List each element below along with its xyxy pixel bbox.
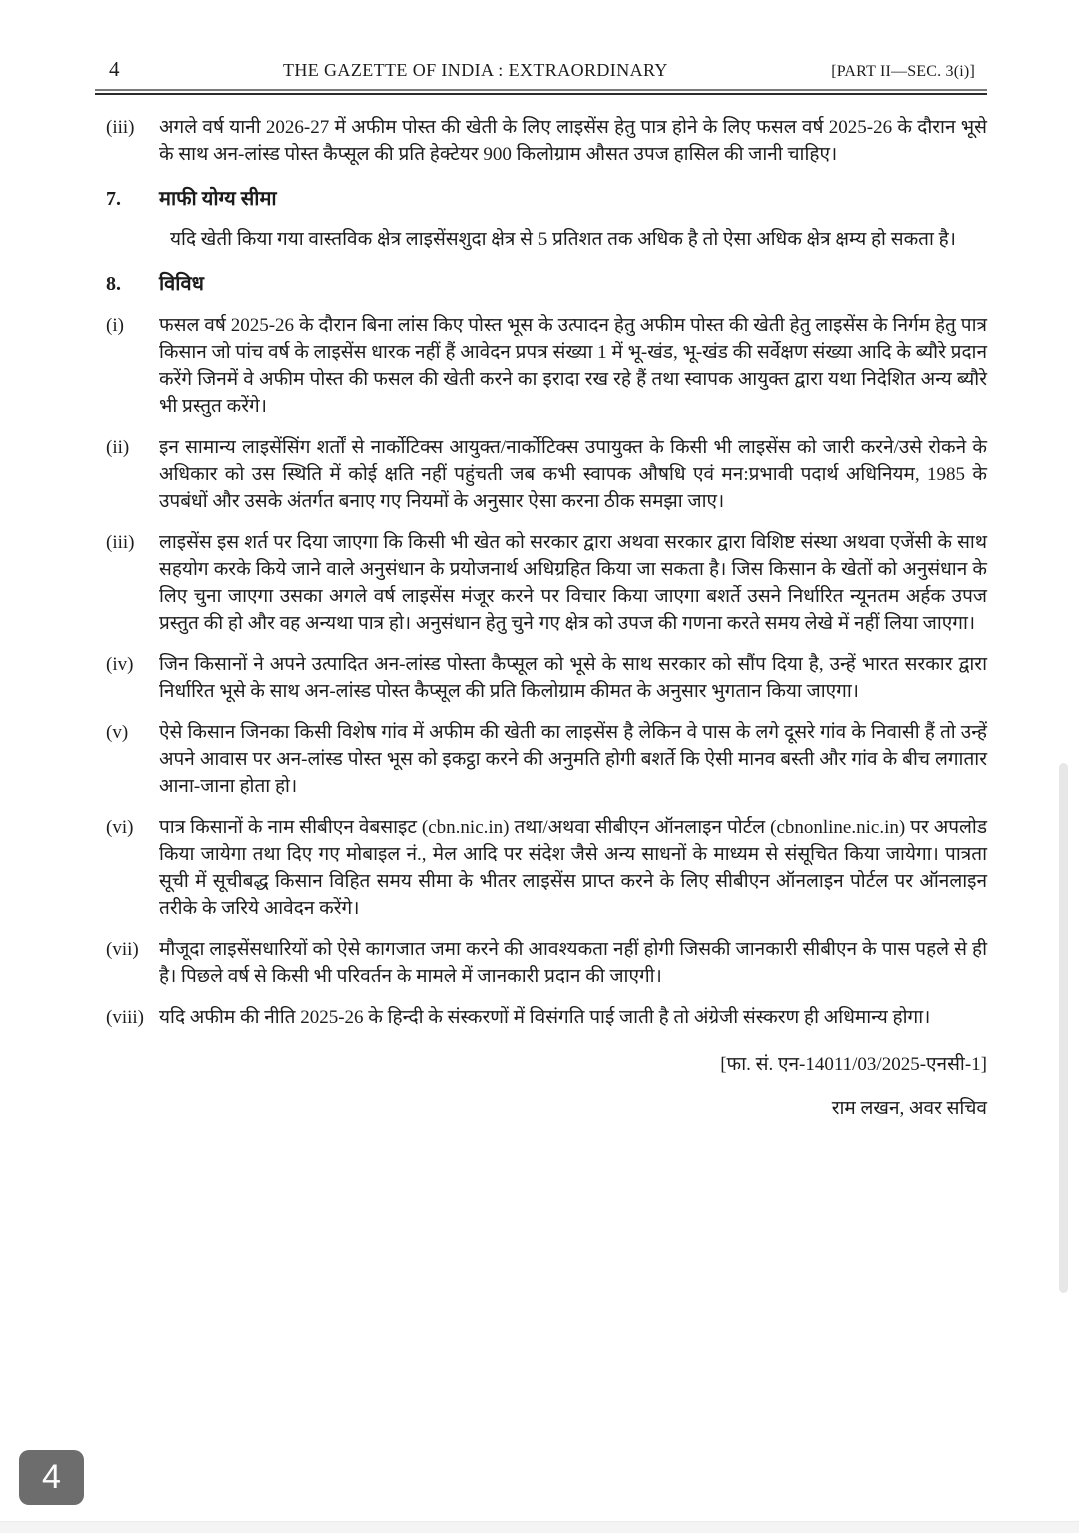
list-item-ii xyxy=(95,434,987,515)
list-item-vi xyxy=(95,814,987,922)
list-item-vii xyxy=(95,936,987,990)
document-body xyxy=(95,114,987,1122)
list-item-v xyxy=(95,719,987,800)
item-text: यदि अफीम की नीति 2025-26 के हिन्दी के संस्करणों में विसंगति पाई जाती है तो अंग्रेजी संस्करण ही अधिमान्य होगा। xyxy=(159,1007,931,1028)
section-title: माफी योग्य सीमा xyxy=(159,188,277,210)
section-7-heading xyxy=(95,186,987,213)
item-text: अगले वर्ष यानी 2026-27 में अफीम पोस्त की खेती के लिए लाइसेंस हेतु पात्र होने के लिए फसल वर्ष 2025-26 के दौरान भूसे के साथ अन-लांस्ड पोस्त कैप्सूल की प्रति हेक्टेयर 900 किलोग्राम औसत उपज हासिल की जानी चाहिए। xyxy=(159,117,987,165)
page-gap-divider xyxy=(0,1521,1079,1533)
list-item-intro-iii xyxy=(95,114,987,168)
item-label: (vi) xyxy=(106,817,134,838)
section-7-paragraph: यदि खेती किया गया वास्तविक क्षेत्र लाइसेंसशुदा क्षेत्र से 5 प्रतिशत तक अधिक है तो ऐसा अधिक क्षेत्र क्षम्य हो सकता है। xyxy=(170,229,956,250)
item-text: पात्र किसानों के नाम सीबीएन वेबसाइट (cbn.nic.in) तथा/अथवा सीबीएन ऑनलाइन पोर्टल (cbnonline.nic.in) पर अपलोड किया जायेगा तथा दिए गए मोबाइल नं., मेल आदि पर संदेश जैसे अन्य साधनों के माध्यम से संसूचित किया जायेगा। पात्रता सूची में सूचीबद्ध किसान विहित समय सीमा के भीतर लाइसेंस प्राप्त करने के लिए सीबीएन ऑनलाइन पोर्टल पर ऑनलाइन तरीके के जरिये आवेदन करेंगे। xyxy=(159,817,987,919)
header-title: THE GAZETTE OF INDIA : EXTRAORDINARY xyxy=(282,60,668,80)
item-label: (iv) xyxy=(106,654,134,675)
item-label: (viii) xyxy=(106,1007,144,1028)
header-double-rule xyxy=(95,89,987,95)
item-text: मौजूदा लाइसेंसधारियों को ऐसे कागजात जमा करने की आवश्यकता नहीं होगी जिसकी जानकारी सीबीएन के पास पहले से ही है। पिछले वर्ष से किसी भी परिवर्तन के मामले में जानकारी प्रदान की जाएगी। xyxy=(159,939,987,987)
item-label: (v) xyxy=(106,722,129,743)
item-label: (iii) xyxy=(106,117,135,138)
file-number: [फा. सं. एन-14011/03/2025-एनसी-1] xyxy=(720,1054,987,1075)
header-part-section: [PART II—SEC. 3(i)] xyxy=(831,63,975,80)
item-text: ऐसे किसान जिनका किसी विशेष गांव में अफीम की खेती का लाइसेंस है लेकिन वे पास के लगे दूसरे गांव के निवासी हैं तो उन्हें अपने आवास पर अन-लांस्ड पोस्त भूस को इकट्ठा करने की अनुमति होगी बशर्ते कि ऐसी मानव बस्ती और गांव के बीच लगातार आना-जाना होता हो। xyxy=(159,722,987,797)
item-label: (vii) xyxy=(106,939,139,960)
header-page-number: 4 xyxy=(109,57,120,81)
item-label: (ii) xyxy=(106,437,130,458)
item-text: फसल वर्ष 2025-26 के दौरान बिना लांस किए पोस्त भूस के उत्पादन हेतु अफीम पोस्त की खेती हेतु लाइसेंस के निर्गम हेतु पात्र किसान जो पांच वर्ष के लाइसेंस धारक नहीं हैं आवेदन प्रपत्र संख्या 1 में भू-खंड, भू-खंड की सर्वेक्षण संख्या आदि के ब्यौरे प्रदान करेंगे जिनमें वे अफीम पोस्त की फसल की खेती करने का इरादा रख रहे हैं तथा स्वापक आयुक्त द्वारा यथा निदेशित अन्य ब्यौरे भी प्रस्तुत करेंगे। xyxy=(159,315,987,417)
section-8-heading xyxy=(95,271,987,298)
vertical-scrollbar-thumb[interactable] xyxy=(1059,763,1068,1293)
list-item-i xyxy=(95,312,987,420)
list-item-viii xyxy=(95,1004,987,1031)
running-header xyxy=(95,57,987,82)
list-item-iv xyxy=(95,651,987,705)
item-text: जिन किसानों ने अपने उत्पादित अन-लांस्ड पोस्ता कैप्सूल को भूसे के साथ सरकार को सौंप दिया है, उन्हें भारत सरकार द्वारा निर्धारित भूसे के साथ अन-लांस्ड पोस्त कैप्सूल की प्रति किलोग्राम कीमत के अनुसार भुगतान किया जाएगा। xyxy=(159,654,987,702)
signatory-name: राम लखन, अवर सचिव xyxy=(831,1098,987,1119)
section-number: 8. xyxy=(106,273,121,295)
list-item-iii xyxy=(95,529,987,637)
item-label: (i) xyxy=(106,315,124,336)
page-number-badge: 4 xyxy=(19,1450,84,1505)
section-number: 7. xyxy=(106,188,121,210)
item-text: लाइसेंस इस शर्त पर दिया जाएगा कि किसी भी खेत को सरकार द्वारा अथवा सरकार द्वारा विशिष्ट संस्था अथवा एजेंसी के साथ सहयोग करके किये जाने वाले अनुसंधान के प्रयोजनार्थ अधिग्रहित किया जा सकता है। जिस किसान के खेतों को अनुसंधान के लिए चुना जाएगा उसका अगले वर्ष लाइसेंस मंजूर करने पर विचार किया जाएगा बशर्ते उसने निर्धारित न्यूनतम अर्हक उपज प्रस्तुत की हो और वह अन्यथा पात्र हो। अनुसंधान हेतु चुने गए क्षेत्र को उपज की गणना करते समय लेखे में नहीं लिया जाएगा। xyxy=(159,532,987,634)
section-title: विविध xyxy=(159,273,204,295)
item-text: इन सामान्य लाइसेंसिंग शर्तों से नार्कोटिक्स आयुक्त/नार्कोटिक्स उपायुक्त के किसी भी लाइसेंस को जारी करने/उसे रोकने के अधिकार को उस स्थिति में कोई क्षति नहीं पहुंचती जब कभी स्वापक औषधि एवं मन:प्रभावी पदार्थ अधिनियम, 1985 के उपबंधों और उसके अंतर्गत बनाए गए नियमों के अनुसार ऐसा करना ठीक समझा जाए। xyxy=(159,437,987,512)
item-label: (iii) xyxy=(106,532,135,553)
